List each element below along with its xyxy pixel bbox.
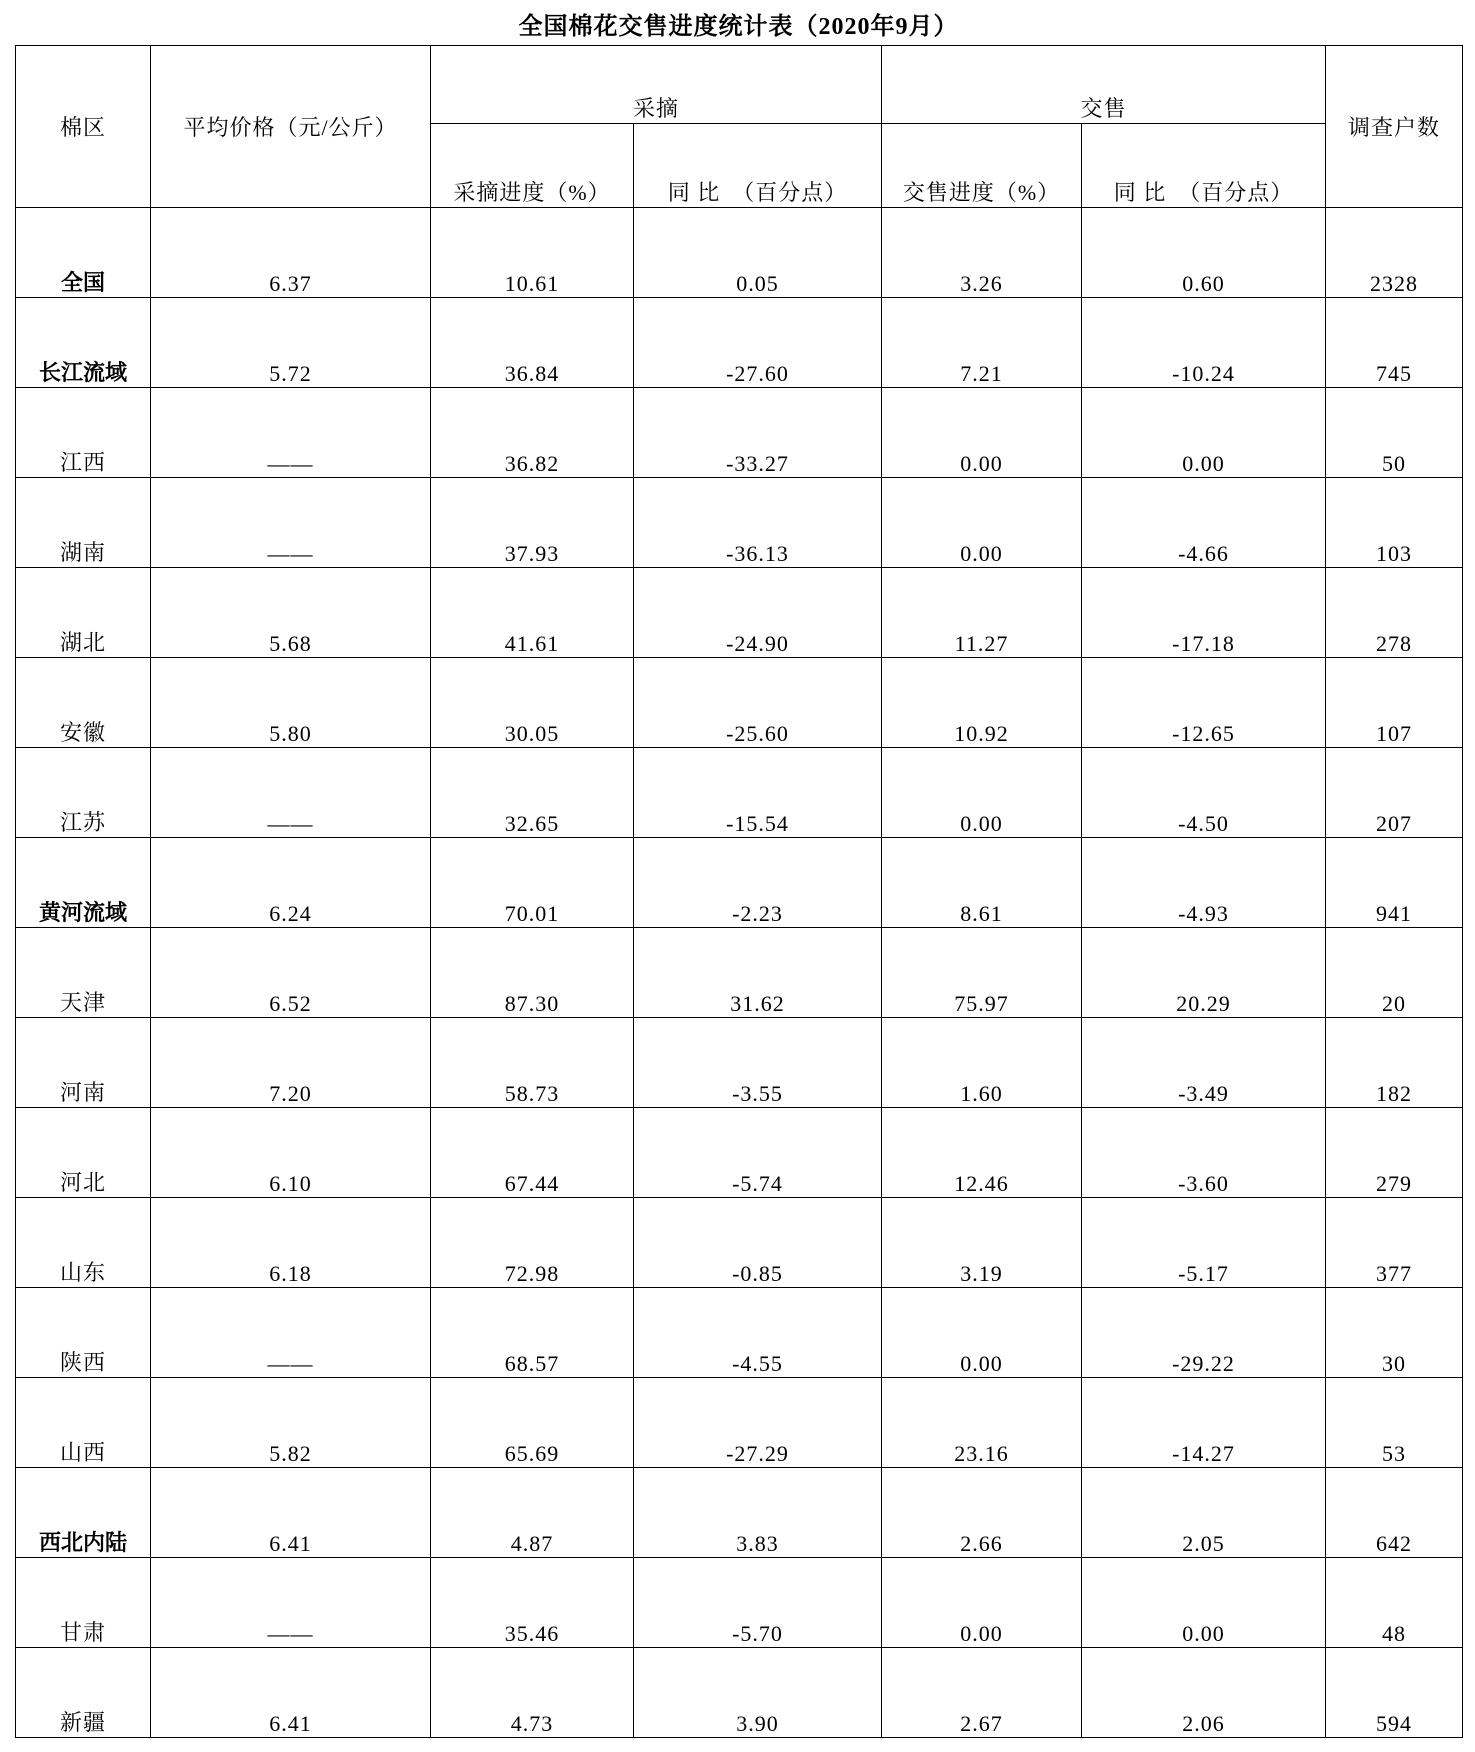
value-cell: 941 [1326, 838, 1463, 928]
region-cell: 江西 [16, 388, 151, 478]
table-row [16, 478, 1463, 568]
value-cell: 0.00 [882, 748, 1082, 838]
value-cell: 35.46 [431, 1558, 634, 1648]
value-cell: -25.60 [634, 658, 882, 748]
table-row [16, 1378, 1463, 1468]
value-cell: -3.49 [1082, 1018, 1326, 1108]
value-cell: 67.44 [431, 1108, 634, 1198]
value-cell: -5.74 [634, 1108, 882, 1198]
value-cell: -15.54 [634, 748, 882, 838]
table-row [16, 388, 1463, 478]
value-cell: 72.98 [431, 1198, 634, 1288]
table-row [16, 1558, 1463, 1648]
value-cell: 12.46 [882, 1108, 1082, 1198]
value-cell: -36.13 [634, 478, 882, 568]
col-header-households: 调查户数 [1326, 46, 1463, 208]
table-row [16, 1108, 1463, 1198]
value-cell: -3.55 [634, 1018, 882, 1108]
value-cell: 10.61 [431, 208, 634, 298]
region-cell: 湖北 [16, 568, 151, 658]
col-group-sales: 交售 [882, 46, 1326, 124]
value-cell: 70.01 [431, 838, 634, 928]
region-cell: 安徽 [16, 658, 151, 748]
value-cell: 87.30 [431, 928, 634, 1018]
value-cell: 2.06 [1082, 1648, 1326, 1738]
value-cell: 745 [1326, 298, 1463, 388]
value-cell: 5.68 [151, 568, 431, 658]
table-row [16, 1468, 1463, 1558]
region-cell: 长江流域 [16, 298, 151, 388]
value-cell: 65.69 [431, 1378, 634, 1468]
value-cell: 1.60 [882, 1018, 1082, 1108]
value-cell: -29.22 [1082, 1288, 1326, 1378]
col-header-region: 棉区 [16, 46, 151, 208]
value-cell: 278 [1326, 568, 1463, 658]
value-cell: 2.05 [1082, 1468, 1326, 1558]
value-cell: 53 [1326, 1378, 1463, 1468]
value-cell: 0.00 [882, 478, 1082, 568]
value-cell: -4.55 [634, 1288, 882, 1378]
value-cell: -10.24 [1082, 298, 1326, 388]
value-cell: -24.90 [634, 568, 882, 658]
value-cell: -5.70 [634, 1558, 882, 1648]
value-cell: -12.65 [1082, 658, 1326, 748]
value-cell: 4.73 [431, 1648, 634, 1738]
value-cell: —— [151, 1288, 431, 1378]
value-cell: -27.29 [634, 1378, 882, 1468]
region-cell: 河北 [16, 1108, 151, 1198]
value-cell: 41.61 [431, 568, 634, 658]
value-cell: 31.62 [634, 928, 882, 1018]
value-cell: 0.00 [882, 388, 1082, 478]
value-cell: -0.85 [634, 1198, 882, 1288]
value-cell: 58.73 [431, 1018, 634, 1108]
value-cell: -2.23 [634, 838, 882, 928]
value-cell: 37.93 [431, 478, 634, 568]
value-cell: 0.00 [882, 1288, 1082, 1378]
value-cell: 3.26 [882, 208, 1082, 298]
value-cell: 3.83 [634, 1468, 882, 1558]
value-cell: 642 [1326, 1468, 1463, 1558]
region-cell: 黄河流域 [16, 838, 151, 928]
value-cell: —— [151, 1558, 431, 1648]
value-cell: 8.61 [882, 838, 1082, 928]
value-cell: 6.10 [151, 1108, 431, 1198]
value-cell: —— [151, 478, 431, 568]
value-cell: 2328 [1326, 208, 1463, 298]
value-cell: 36.82 [431, 388, 634, 478]
value-cell: -5.17 [1082, 1198, 1326, 1288]
value-cell: 3.19 [882, 1198, 1082, 1288]
value-cell: 2.67 [882, 1648, 1082, 1738]
col-header-avg-price: 平均价格（元/公斤） [151, 46, 431, 208]
table-row [16, 1648, 1463, 1738]
region-cell: 山西 [16, 1378, 151, 1468]
value-cell: 5.82 [151, 1378, 431, 1468]
value-cell: 7.21 [882, 298, 1082, 388]
value-cell: 5.80 [151, 658, 431, 748]
value-cell: 30.05 [431, 658, 634, 748]
value-cell: 182 [1326, 1018, 1463, 1108]
table-row [16, 1018, 1463, 1108]
region-cell: 西北内陆 [16, 1468, 151, 1558]
value-cell: 0.00 [1082, 1558, 1326, 1648]
table-row [16, 208, 1463, 298]
value-cell: 10.92 [882, 658, 1082, 748]
cotton-stats-table [15, 45, 1463, 1738]
table-row [16, 1198, 1463, 1288]
table-row [16, 928, 1463, 1018]
col-header-picking-yoy: 同 比 （百分点） [634, 124, 882, 208]
value-cell: 107 [1326, 658, 1463, 748]
value-cell: 279 [1326, 1108, 1463, 1198]
value-cell: 48 [1326, 1558, 1463, 1648]
table-body [16, 208, 1463, 1738]
value-cell: 50 [1326, 388, 1463, 478]
value-cell: 0.00 [1082, 388, 1326, 478]
value-cell: 20 [1326, 928, 1463, 1018]
header-row-groups [16, 46, 1463, 124]
value-cell: 6.41 [151, 1468, 431, 1558]
value-cell: 32.65 [431, 748, 634, 838]
value-cell: -17.18 [1082, 568, 1326, 658]
value-cell: —— [151, 748, 431, 838]
value-cell: -3.60 [1082, 1108, 1326, 1198]
value-cell: -4.66 [1082, 478, 1326, 568]
value-cell: -14.27 [1082, 1378, 1326, 1468]
value-cell: 377 [1326, 1198, 1463, 1288]
table-header [16, 46, 1463, 208]
value-cell: 6.18 [151, 1198, 431, 1288]
value-cell: 36.84 [431, 298, 634, 388]
region-cell: 新疆 [16, 1648, 151, 1738]
region-cell: 甘肃 [16, 1558, 151, 1648]
value-cell: 75.97 [882, 928, 1082, 1018]
table-row [16, 838, 1463, 928]
region-cell: 河南 [16, 1018, 151, 1108]
value-cell: 68.57 [431, 1288, 634, 1378]
col-group-picking: 采摘 [431, 46, 882, 124]
value-cell: 2.66 [882, 1468, 1082, 1558]
value-cell: 6.41 [151, 1648, 431, 1738]
value-cell: 0.00 [882, 1558, 1082, 1648]
value-cell: 20.29 [1082, 928, 1326, 1018]
region-cell: 湖南 [16, 478, 151, 568]
region-cell: 天津 [16, 928, 151, 1018]
region-cell: 陕西 [16, 1288, 151, 1378]
col-header-picking-progress: 采摘进度（%） [431, 124, 634, 208]
table-row [16, 748, 1463, 838]
table-row [16, 1288, 1463, 1378]
value-cell: -4.50 [1082, 748, 1326, 838]
value-cell: -33.27 [634, 388, 882, 478]
value-cell: —— [151, 388, 431, 478]
table-row [16, 298, 1463, 388]
value-cell: 594 [1326, 1648, 1463, 1738]
value-cell: 3.90 [634, 1648, 882, 1738]
value-cell: 5.72 [151, 298, 431, 388]
value-cell: 0.60 [1082, 208, 1326, 298]
value-cell: 6.24 [151, 838, 431, 928]
value-cell: 23.16 [882, 1378, 1082, 1468]
value-cell: -4.93 [1082, 838, 1326, 928]
value-cell: 0.05 [634, 208, 882, 298]
col-header-sales-progress: 交售进度（%） [882, 124, 1082, 208]
region-cell: 全国 [16, 208, 151, 298]
col-header-sales-yoy: 同 比 （百分点） [1082, 124, 1326, 208]
region-cell: 山东 [16, 1198, 151, 1288]
table-row [16, 568, 1463, 658]
region-cell: 江苏 [16, 748, 151, 838]
page-title: 全国棉花交售进度统计表（2020年9月） [518, 14, 959, 40]
value-cell: 30 [1326, 1288, 1463, 1378]
value-cell: 6.37 [151, 208, 431, 298]
value-cell: -27.60 [634, 298, 882, 388]
table-row [16, 658, 1463, 748]
value-cell: 103 [1326, 478, 1463, 568]
value-cell: 11.27 [882, 568, 1082, 658]
value-cell: 207 [1326, 748, 1463, 838]
value-cell: 6.52 [151, 928, 431, 1018]
value-cell: 7.20 [151, 1018, 431, 1108]
value-cell: 4.87 [431, 1468, 634, 1558]
